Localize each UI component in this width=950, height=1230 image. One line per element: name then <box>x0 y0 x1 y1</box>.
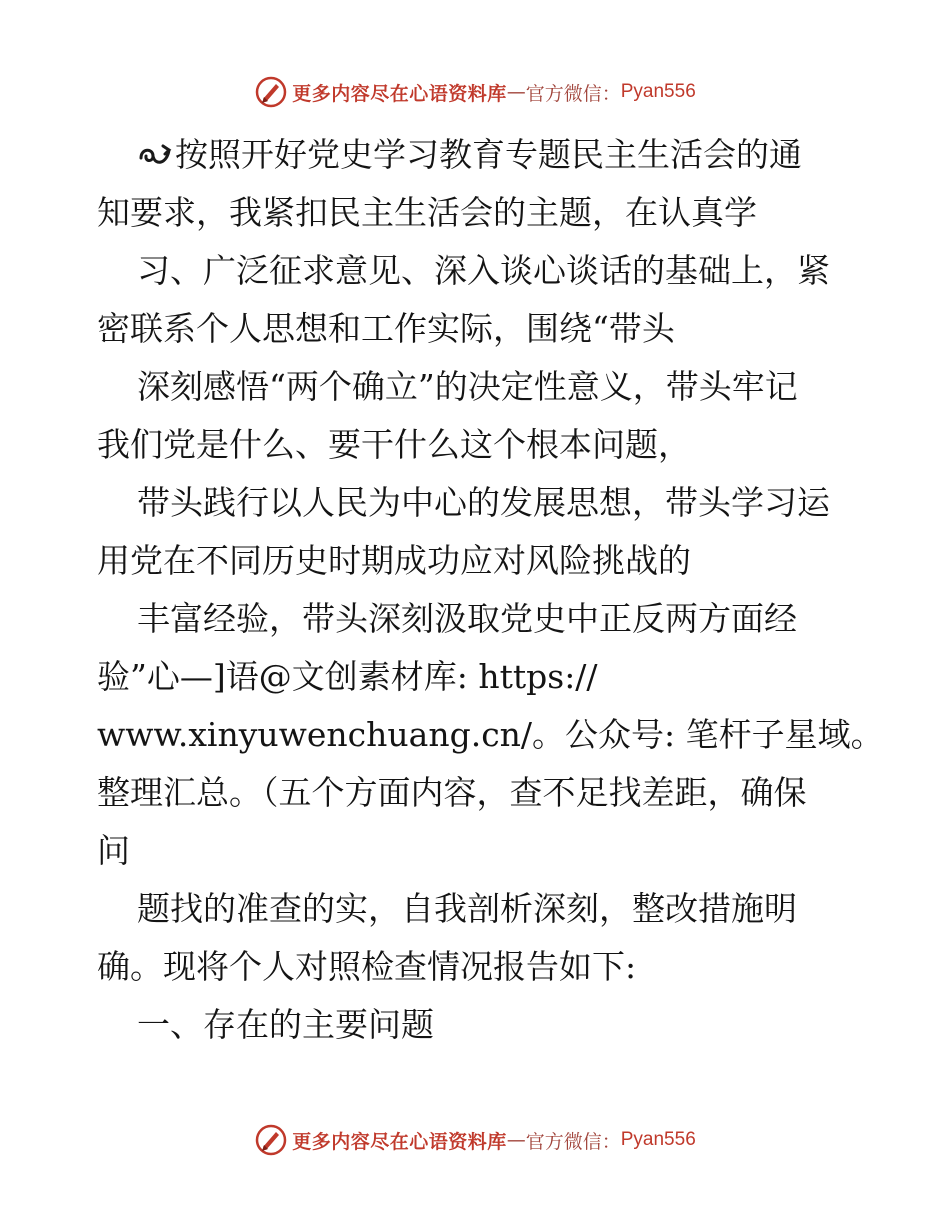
banner-wechat-id: Pyan556 <box>620 81 696 102</box>
text-line-6: 我们党是什么、要干什么这个根本问题， <box>97 425 691 464</box>
footer-banner <box>0 1120 950 1160</box>
text-line-14: 题找的准查的实，自我剖析深刻，整改措施明 <box>137 889 797 928</box>
text-line-1-content: 按照开好党史学习教育专题民主生活会的通 <box>175 135 802 174</box>
swirl-bullet-icon <box>137 140 173 170</box>
banner-lead-text: 更多内容尽在心语资料库 <box>292 82 507 105</box>
pen-logo-icon <box>254 75 288 109</box>
text-line-1 <box>97 126 857 184</box>
text-line-13: 问 <box>97 831 130 870</box>
section-heading: 一、存在的主要问题 <box>137 1005 434 1044</box>
text-line-10: 验”心—]语@文创素材库: https:// <box>97 657 598 696</box>
text-line-7: 带头践行以人民为中心的发展思想，带头学习运 <box>137 483 830 522</box>
text-line-3: 习、广泛征求意见、深入谈心谈话的基础上，紧 <box>137 251 830 290</box>
banner-dash: — <box>506 1129 526 1151</box>
text-line-2: 知要求，我紧扣民主生活会的主题，在认真学 <box>97 193 757 232</box>
pen-logo-icon <box>254 1123 288 1157</box>
header-banner <box>0 72 950 112</box>
banner-wechat-label: 官方微信： <box>525 1130 621 1153</box>
text-line-5: 深刻感悟“两个确立”的决定性意义，带头牢记 <box>137 367 798 406</box>
text-line-11: www.xinyuwenchuang.cn/。公众号: 笔杆子星域。 <box>97 715 884 754</box>
banner-wechat-id: Pyan556 <box>620 1129 696 1150</box>
banner-lead-text: 更多内容尽在心语资料库 <box>292 1130 507 1153</box>
text-line-8: 用党在不同历史时期成功应对风险挑战的 <box>97 541 691 580</box>
banner-wechat-label: 官方微信： <box>525 82 621 105</box>
banner-dash: — <box>506 81 526 103</box>
text-line-15: 确。现将个人对照检查情况报告如下: <box>97 947 637 986</box>
text-line-12: 整理汇总。（五个方面内容，查不足找差距，确保 <box>97 773 807 812</box>
text-line-9: 丰富经验，带头深刻汲取党史中正反两方面经 <box>137 599 797 638</box>
text-line-4: 密联系个人思想和工作实际，围绕“带头 <box>97 309 675 348</box>
document-body <box>97 126 884 1054</box>
